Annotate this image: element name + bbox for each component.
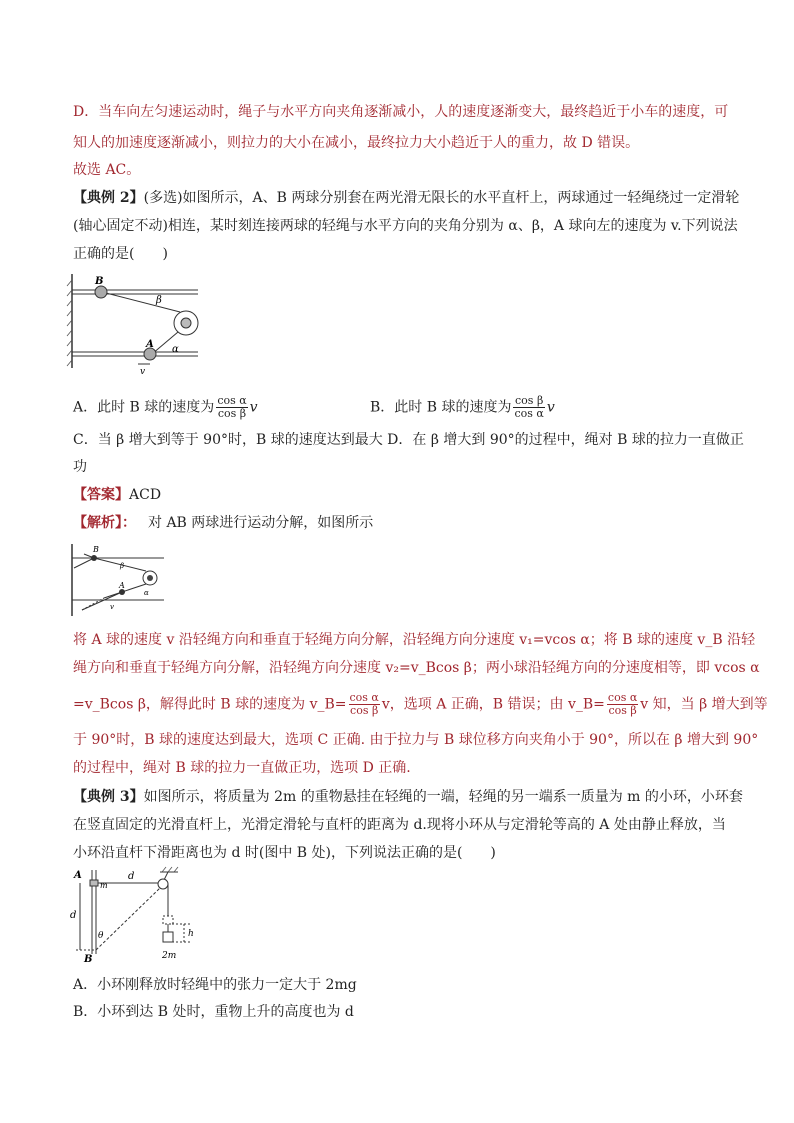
fig3-label-a: A xyxy=(74,870,82,881)
fig2-label-b: B xyxy=(93,545,99,554)
fig1-label-alpha: α xyxy=(172,344,179,355)
option-a-fraction: $\frac{\text{cos α}}{\text{cos β}}$ xyxy=(217,394,247,420)
fig1-label-b: B xyxy=(95,276,104,287)
example3-line-2: 在竖直固定的光滑直杆上，光滑定滑轮与直杆的距离为 d.现将小环从与定滑轮等高的 A 处由静止释放，当 xyxy=(73,817,726,833)
example3-option-b: B．小环到达 B 处时，重物上升的高度也为 d xyxy=(73,1004,354,1020)
example2-answer: 【答案】ACD xyxy=(73,487,162,503)
fig3-label-b: B xyxy=(84,954,93,965)
fig2-label-alpha: α xyxy=(144,589,149,597)
example2-option-a: A．此时 B 球的速度为 $\frac{\text{cos α}}{\text{cos β}}$ v xyxy=(73,394,258,420)
option-b-fraction: $\frac{\text{cos β}}{\text{cos α}}$ xyxy=(514,394,544,420)
example3-option-a: A．小环刚释放时轻绳中的张力一定大于 2mg xyxy=(73,977,357,993)
example2-figure xyxy=(64,270,204,382)
example2-line-3: 正确的是( ) xyxy=(73,246,168,262)
fig3-label-h: h xyxy=(188,929,194,939)
example2-tag: 【典例 2】 xyxy=(73,190,144,206)
fig2-label-v: v xyxy=(110,603,114,611)
example2-option-b: B．此时 B 球的速度为 $\frac{\text{cos β}}{\text{cos α}}$ v xyxy=(370,394,555,420)
fig3-label-m: m xyxy=(100,881,108,890)
example2-analysis: 【解析】： 对 AB 两球进行运动分解，如图所示 xyxy=(73,515,374,531)
example3-tag: 【典例 3】 xyxy=(73,789,144,805)
explanation-line-1: 将 A 球的速度 v 沿轻绳方向和垂直于轻绳方向分解，沿轻绳方向分速度 v₁=vcos α；将 B 球的速度 v_B 沿轻 xyxy=(73,632,756,648)
part-d-line-1: D．当车向左匀速运动时，绳子与水平方向夹角逐渐减小，人的速度逐渐变大，最终趋近于小车的速度，可 xyxy=(73,104,729,120)
explanation-line-2: 绳方向和垂直于轻绳方向分解，沿轻绳方向分速度 v₂=v_Bcos β；两小球沿轻绳方向的分速度相等，即 vcos α xyxy=(73,660,760,676)
part-d-conclusion: 故选 AC。 xyxy=(73,162,141,178)
fig1-label-v: v xyxy=(140,367,146,377)
explanation-line-4: 于 90°时，B 球的速度达到最大，选项 C 正确. 由于拉力与 B 球位移方向夹角小于 90°，所以在 β 增大到 90° xyxy=(73,732,759,748)
explanation-line-3: =v_Bcos β，解得此时 B 球的速度为 v_B= $\frac{\text{cos α}}{\text{cos β}}$ v，选项 A 正确，B 错误；由 v_B= $\frac{\text{cos α}}{\text{cos β}}$ v 知，当 β 增大到等 xyxy=(73,691,768,717)
explanation-fraction-2: $\frac{\text{cos α}}{\text{cos β}}$ xyxy=(607,691,638,717)
fig3-label-2m: 2m xyxy=(162,951,177,961)
fig3-label-d-top: d xyxy=(128,871,135,882)
explanation-fraction-1: $\frac{\text{cos α}}{\text{cos β}}$ xyxy=(349,691,379,717)
example2-line-2: (轴心固定不动)相连，某时刻连接两球的轻绳与水平方向的夹角分别为 α、β，A 球向左的速度为 v.下列说法 xyxy=(73,218,738,234)
example2-option-cd: C．当 β 增大到等于 90°时，B 球的速度达到最大 D．在 β 增大到 90°的过程中，绳对 B 球的拉力一直做正 xyxy=(73,432,744,448)
fig3-label-theta: θ xyxy=(98,931,104,941)
example2-analysis-figure xyxy=(64,540,170,620)
fig2-label-a: A xyxy=(119,581,125,590)
fig3-label-d-left: d xyxy=(70,910,77,921)
explanation-line-5: 的过程中，绳对 B 球的拉力一直做正功，选项 D 正确. xyxy=(73,760,411,776)
example2-option-cd-cont: 功 xyxy=(73,459,87,475)
fig2-label-beta: β xyxy=(120,562,125,570)
example3-line-3: 小环沿直杆下滑距离也为 d 时(图中 B 处)，下列说法正确的是( ) xyxy=(73,845,496,861)
fig1-label-beta: β xyxy=(156,295,162,306)
part-d-line-2: 知人的加速度逐渐减小，则拉力的大小在减小，最终拉力大小趋近于人的重力，故 D 错误。 xyxy=(73,135,640,151)
fig1-label-a: A xyxy=(146,339,154,350)
example2-line-1: 【典例 2】(多选)如图所示，A、B 两球分别套在两光滑无限长的水平直杆上，两球通过一轻绳绕过一定滑轮 xyxy=(73,190,740,206)
example3-figure xyxy=(68,866,208,966)
example3-line-1: 【典例 3】如图所示，将质量为 2m 的重物悬挂在轻绳的一端，轻绳的另一端系一质量为 m 的小环，小环套 xyxy=(73,789,743,805)
